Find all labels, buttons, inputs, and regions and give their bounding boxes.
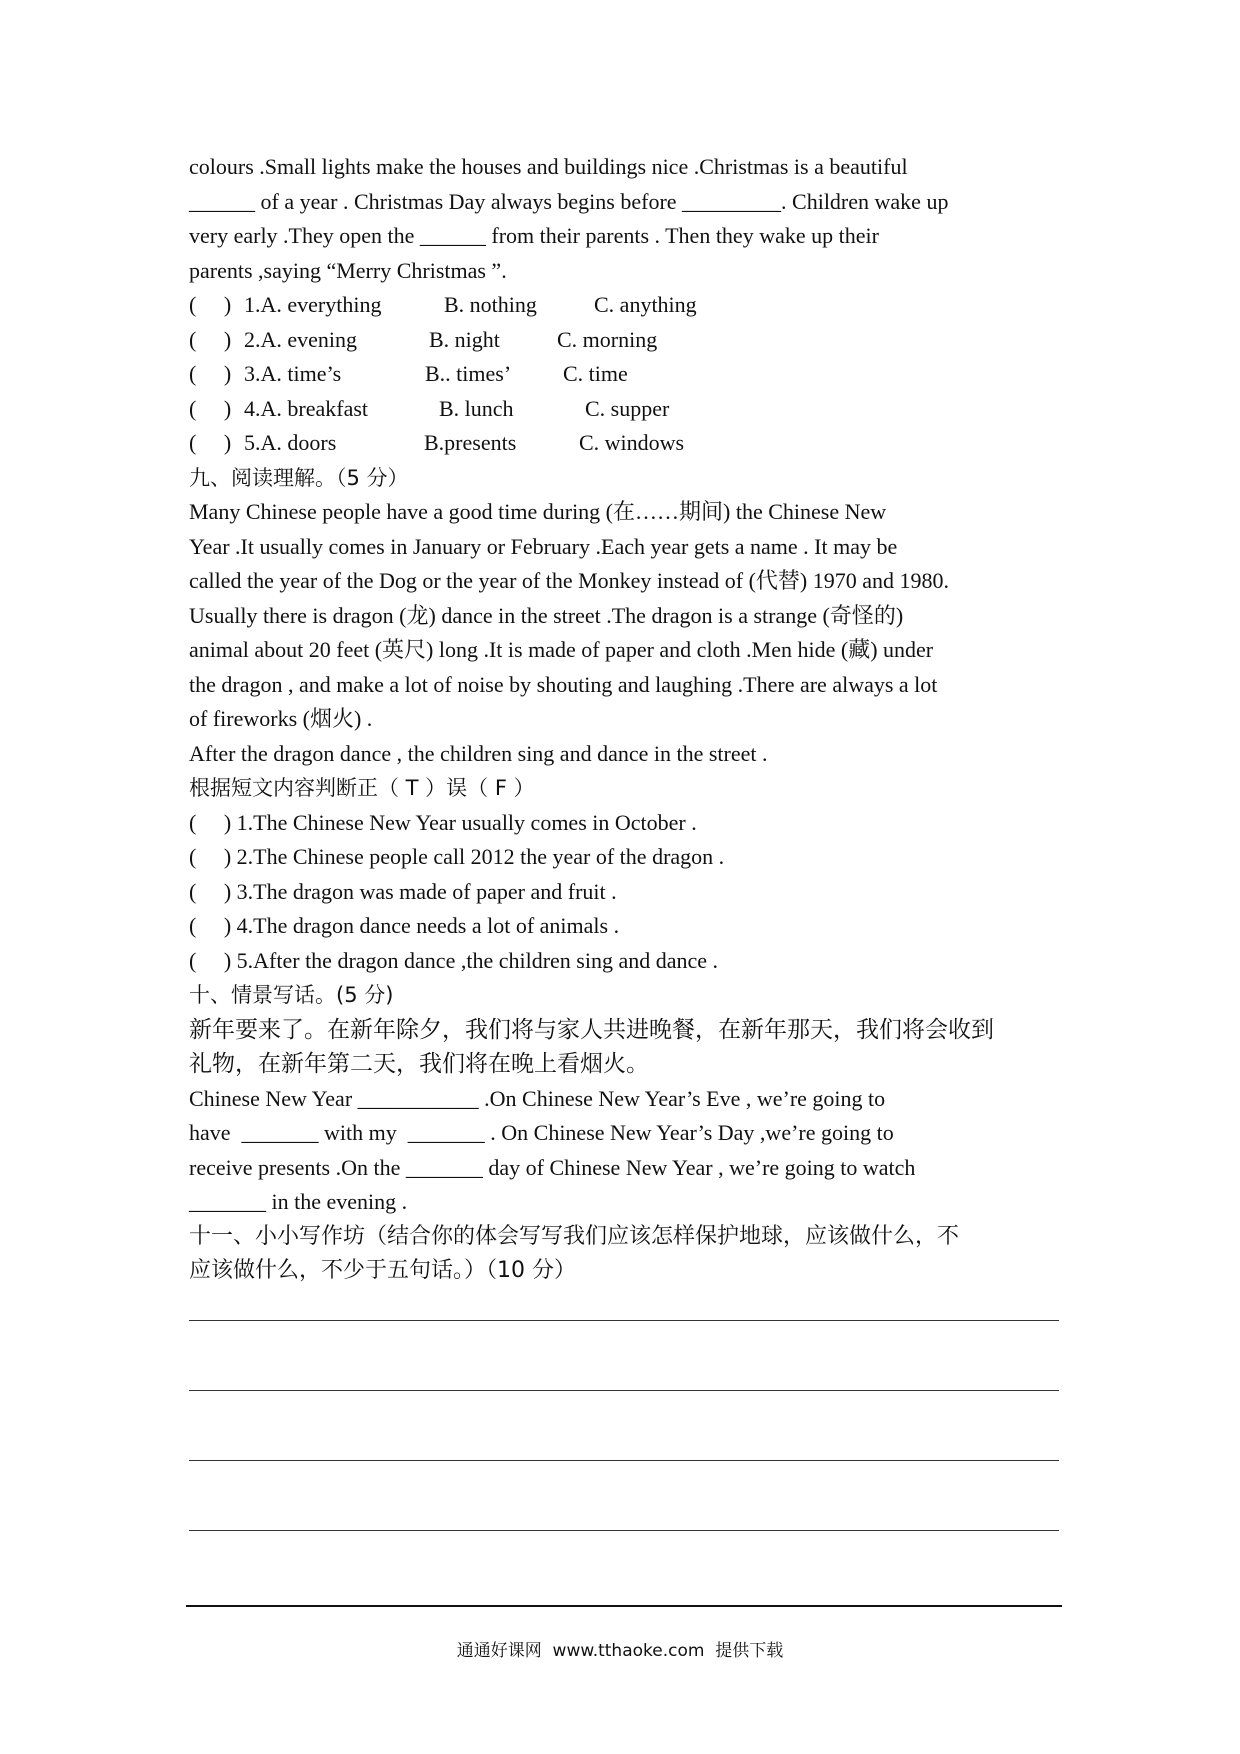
section-9-heading: 九、阅读理解。（5 分） bbox=[189, 465, 409, 490]
fill-blank-line: _______ in the evening . bbox=[189, 1189, 408, 1214]
reading-passage-line: called the year of the Dog or the year of the Monkey instead of (代替) 1970 and 1980. bbox=[189, 568, 949, 593]
option-b: B.presents bbox=[424, 430, 517, 455]
writing-line[interactable] bbox=[189, 1530, 1059, 1531]
option-b: B. lunch bbox=[439, 395, 514, 421]
cloze-option-row bbox=[189, 288, 1059, 323]
cloze-option-row bbox=[189, 392, 1059, 427]
option-b: B. night bbox=[429, 326, 500, 352]
section-11-heading: 十一、小小写作坊（结合你的体会写写我们应该怎样保护地球，应该做什么，不 bbox=[189, 1223, 960, 1249]
cloze-option-row bbox=[189, 323, 1059, 358]
option-a: 1.A. everything bbox=[244, 292, 382, 317]
answer-paren: ( ) bbox=[189, 292, 232, 317]
reading-passage-line: animal about 20 feet (英尺) long .It is made of paper and cloth .Men hide (藏) under bbox=[189, 637, 934, 662]
reading-passage-line: Year .It usually comes in January or February .Each year gets a name . It may be bbox=[189, 533, 898, 559]
passage-line: parents ,saying “Merry Christmas ”. bbox=[189, 257, 507, 283]
fill-blank-line: Chinese New Year ___________ .On Chinese New Year’s Eve , we’re going to bbox=[189, 1085, 886, 1111]
option-b: B. nothing bbox=[444, 292, 537, 317]
worksheet-page bbox=[189, 150, 1059, 1289]
section-10-heading: 十、情景写话。(5 分) bbox=[189, 983, 394, 1007]
answer-paren: ( ) bbox=[189, 326, 232, 352]
option-a: 3.A. time’s bbox=[244, 361, 342, 386]
true-false-question: ( ) 3.The dragon was made of paper and fruit . bbox=[189, 878, 617, 904]
reading-passage-line: After the dragon dance , the children sing and dance in the street . bbox=[189, 740, 768, 766]
answer-paren: ( ) bbox=[189, 361, 232, 386]
option-a: 5.A. doors bbox=[244, 430, 337, 455]
cloze-option-row bbox=[189, 426, 1059, 461]
reading-passage-line: Usually there is dragon (龙) dance in the street .The dragon is a strange (奇怪的) bbox=[189, 602, 904, 628]
option-a: 4.A. breakfast bbox=[244, 395, 369, 421]
answer-paren: ( ) bbox=[189, 395, 232, 421]
footer-text: 通通好课网 www.tthaoke.com 提供下载 bbox=[456, 1641, 784, 1661]
footer-divider bbox=[186, 1605, 1062, 1607]
option-c: C. anything bbox=[594, 292, 697, 317]
section-11-heading: 应该做什么，不少于五句话。）（10 分） bbox=[189, 1258, 576, 1283]
option-c: C. windows bbox=[579, 430, 685, 455]
writing-line[interactable] bbox=[189, 1320, 1059, 1321]
reading-passage-line: Many Chinese people have a good time during (在……期间) the Chinese New bbox=[189, 499, 887, 524]
reading-passage-line: of fireworks (烟火) . bbox=[189, 706, 373, 731]
section-10-prompt: 新年要来了。在新年除夕，我们将与家人共进晚餐，在新年那天，我们将会收到 bbox=[189, 1016, 994, 1043]
fill-blank-line: receive presents .On the _______ day of Chinese New Year , we’re going to watch bbox=[189, 1154, 916, 1180]
cloze-option-row bbox=[189, 357, 1059, 392]
section-10-prompt: 礼物，在新年第二天，我们将在晚上看烟火。 bbox=[189, 1051, 649, 1077]
reading-passage-line: the dragon , and make a lot of noise by shouting and laughing .There are always a lot bbox=[189, 671, 938, 697]
true-false-question: ( ) 2.The Chinese people call 2012 the year of the dragon . bbox=[189, 844, 725, 869]
passage-line: colours .Small lights make the houses and buildings nice .Christmas is a beautiful bbox=[189, 154, 908, 179]
answer-paren: ( ) bbox=[189, 430, 232, 455]
true-false-question: ( ) 4.The dragon dance needs a lot of animals . bbox=[189, 913, 620, 938]
option-c: C. time bbox=[563, 361, 628, 386]
true-false-instruction: 根据短文内容判断正（ T ）误（ F ） bbox=[189, 776, 535, 800]
writing-line[interactable] bbox=[189, 1460, 1059, 1461]
passage-line: very early .They open the ______ from their parents . Then they wake up their bbox=[189, 223, 879, 248]
option-c: C. morning bbox=[557, 326, 658, 352]
passage-line: ______ of a year . Christmas Day always begins before _________. Children wake up bbox=[189, 188, 949, 214]
option-c: C. supper bbox=[585, 395, 670, 421]
true-false-question: ( ) 5.After the dragon dance ,the children sing and dance . bbox=[189, 947, 719, 973]
writing-line[interactable] bbox=[189, 1390, 1059, 1391]
option-a: 2.A. evening bbox=[244, 326, 358, 352]
fill-blank-line: have _______ with my _______ . On Chinese New Year’s Day ,we’re going to bbox=[189, 1120, 894, 1145]
option-b: B.. times’ bbox=[425, 361, 512, 386]
true-false-question: ( ) 1.The Chinese New Year usually comes in October . bbox=[189, 809, 697, 835]
